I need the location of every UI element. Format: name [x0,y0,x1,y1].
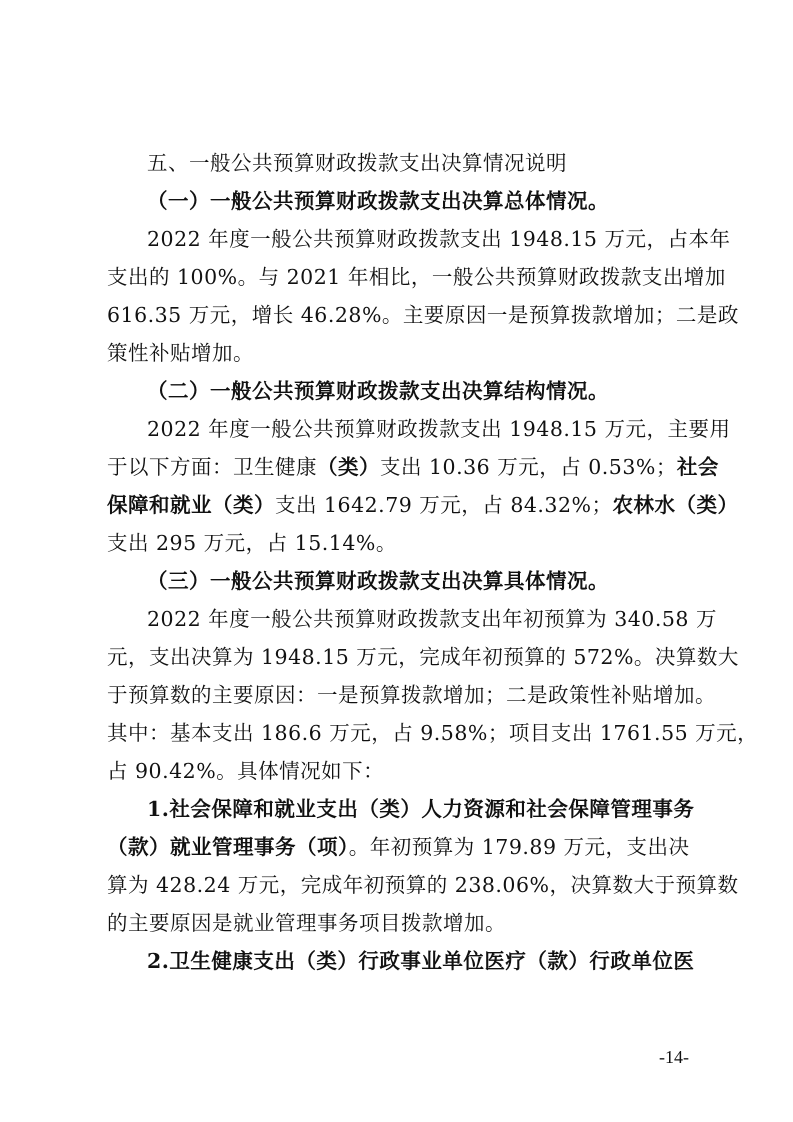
sub2-line-2-d: 社会 [676,455,719,479]
item1-line-2-rest: 。年初预算为 179.89 万元，支出决 [348,835,690,859]
sub3-line-4: 其中：基本支出 186.6 万元，占 9.58%；项目支出 1761.55 万元， [107,721,759,745]
sub2-line-3-b: 支出 1642.79 万元，占 84.32%； [275,493,613,517]
sub2-line-1: 2022 年度一般公共预算财政拨款支出 1948.15 万元，主要用 [147,417,731,441]
section-title: 五、一般公共预算财政拨款支出决算情况说明 [147,151,567,175]
item1-line-3: 算为 428.24 万元，完成年初预算的 238.06%，决算数大于预算数 [107,873,739,897]
sub1-line-4: 策性补贴增加。 [107,341,254,365]
sub3-heading: （三）一般公共预算财政拨款支出决算具体情况。 [147,569,609,593]
sub3-line-3: 于预算数的主要原因：一是预算拨款增加；二是政策性补贴增加。 [107,683,716,707]
sub2-line-2-b: （类） [317,455,380,479]
item1-line-2-bold: （款）就业管理事务（项） [107,835,349,859]
sub2-line-2 [107,454,719,480]
sub2-line-2-c: 支出 10.36 万元，占 0.53%； [380,455,677,479]
sub2-line-3 [107,492,739,518]
sub1-line-1: 2022 年度一般公共预算财政拨款支出 1948.15 万元，占本年 [147,227,731,251]
page-number: -14- [659,1047,689,1067]
sub2-heading: （二）一般公共预算财政拨款支出决算结构情况。 [147,379,609,403]
sub1-line-3: 616.35 万元，增长 46.28%。主要原因一是预算拨款增加；二是政 [107,303,739,327]
sub2-line-2-a: 于以下方面：卫生健康 [107,455,317,479]
sub3-line-5: 占 90.42%。具体情况如下： [107,759,385,783]
sub3-line-2: 元，支出决算为 1948.15 万元，完成年初预算的 572%。决算数大 [107,645,739,669]
sub2-line-3-a: 保障和就业（类） [107,493,275,517]
sub1-heading: （一）一般公共预算财政拨款支出决算总体情况。 [147,189,609,213]
item1-line-2 [107,834,689,860]
sub1-line-2: 支出的 100%。与 2021 年相比，一般公共预算财政拨款支出增加 [107,265,726,289]
sub2-line-4: 支出 295 万元，占 15.14%。 [107,531,397,555]
sub2-line-3-c: 农林水（类） [612,493,739,517]
item1-line-1: 1.社会保障和就业支出（类）人力资源和社会保障管理事务 [147,797,695,821]
item2-line-1: 2.卫生健康支出（类）行政事业单位医疗（款）行政单位医 [147,949,695,973]
sub3-line-1: 2022 年度一般公共预算财政拨款支出年初预算为 340.58 万 [147,607,717,631]
item1-line-4: 的主要原因是就业管理事务项目拨款增加。 [107,911,506,935]
